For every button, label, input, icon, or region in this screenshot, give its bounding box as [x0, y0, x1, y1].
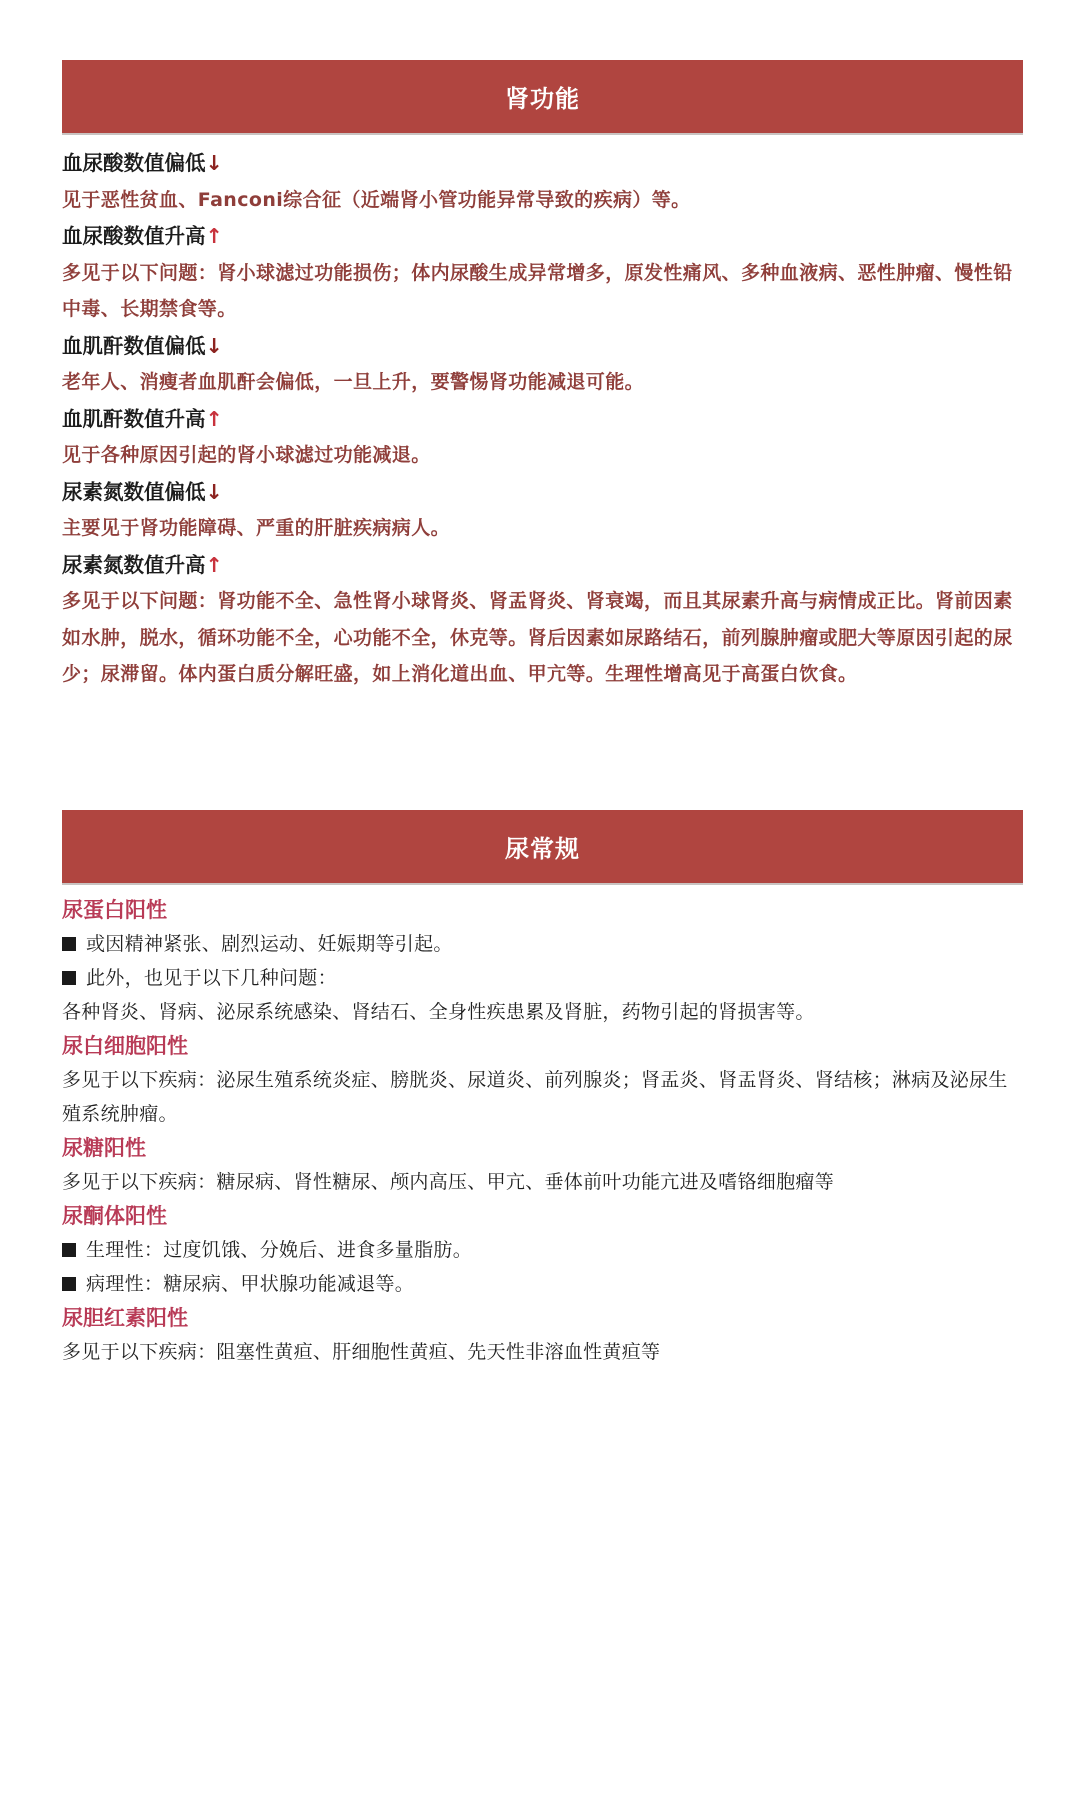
bun-high-text: 多见于以下问题：肾功能不全、急性肾小球肾炎、肾盂肾炎、肾衰竭，而且其尿素升高与病情成正比。肾前因素如水肿，脱水，循环功能不全，心功能不全，休克等。肾后因素如尿路结石，前列腺肿瘤或肥大等原因引起的尿少；尿滞留。体内蛋白质分解旺盛，如上消化道出血、甲亢等。生理性增高见于高蛋白饮食。 — [62, 590, 1013, 685]
wbc-heading: 尿白细胞阳性 — [62, 1034, 188, 1058]
uric-acid-high-heading: 血尿酸数值升高↑ — [62, 224, 223, 248]
creatinine-high-heading: 血肌酐数值升高↑ — [62, 406, 223, 431]
glucose-text: 多见于以下疾病：糖尿病、肾性糖尿、颅内高压、甲亢、垂体前叶功能亢进及嗜铬细胞瘤等 — [62, 1171, 835, 1193]
protein-heading: 尿蛋白阳性 — [62, 898, 167, 922]
kidney-section — [62, 60, 1023, 693]
arrow-up-icon: ↑ — [205, 406, 223, 431]
creatinine-high-text: 见于各种原因引起的肾小球滤过功能减退。 — [62, 444, 431, 466]
urine-body — [62, 885, 1023, 1369]
uric-acid-high-text: 多见于以下问题：肾小球滤过功能损伤；体内尿酸生成异常增多，原发性痛风、多种血液病、恶性肿瘤、慢性铅中毒、长期禁食等。 — [62, 261, 1013, 320]
square-bullet-icon — [62, 971, 76, 985]
urine-section — [62, 810, 1023, 1369]
bilirubin-heading: 尿胆红素阳性 — [62, 1306, 188, 1330]
urine-title-banner — [62, 810, 1023, 885]
square-bullet-icon — [62, 1243, 76, 1257]
urine-title: 尿常规 — [505, 835, 580, 863]
bilirubin-text: 多见于以下疾病：阻塞性黄疸、肝细胞性黄疸、先天性非溶血性黄疸等 — [62, 1341, 661, 1363]
kidney-title: 肾功能 — [505, 85, 580, 113]
uric-acid-low-text: 见于恶性贫血、Fanconi综合征（近端肾小管功能异常导致的疾病）等。 — [62, 188, 691, 211]
uric-acid-low-heading: 血尿酸数值偏低↓ — [62, 151, 223, 175]
arrow-down-icon: ↓ — [205, 151, 223, 175]
wbc-text: 多见于以下疾病：泌尿生殖系统炎症、膀胱炎、尿道炎、前列腺炎；肾盂炎、肾盂肾炎、肾结核；淋病及泌尿生殖系统肿瘤。 — [62, 1069, 1008, 1125]
bun-low-text: 主要见于肾功能障碍、严重的肝脏疾病病人。 — [62, 517, 451, 539]
square-bullet-icon — [62, 1277, 76, 1291]
creatinine-low-text: 老年人、消瘦者血肌酐会偏低，一旦上升，要警惕肾功能减退可能。 — [62, 371, 645, 393]
bun-low-heading: 尿素氮数值偏低↓ — [62, 479, 223, 504]
arrow-up-icon: ↑ — [205, 224, 223, 248]
kidney-title-banner — [62, 60, 1023, 135]
arrow-down-icon: ↓ — [205, 479, 223, 504]
ketone-heading: 尿酮体阳性 — [62, 1204, 167, 1228]
bun-high-heading: 尿素氮数值升高↑ — [62, 552, 223, 577]
glucose-heading: 尿糖阳性 — [62, 1136, 146, 1160]
protein-bullet-2: 此外，也见于以下几种问题： — [62, 961, 1023, 995]
ketone-bullet-1: 生理性：过度饥饿、分娩后、进食多量脂肪。 — [62, 1233, 1023, 1267]
protein-text: 各种肾炎、肾病、泌尿系统感染、肾结石、全身性疾患累及肾脏，药物引起的肾损害等。 — [62, 1001, 815, 1023]
arrow-down-icon: ↓ — [205, 333, 223, 358]
kidney-body — [62, 135, 1023, 693]
arrow-up-icon: ↑ — [205, 552, 223, 577]
protein-bullet-1: 或因精神紧张、剧烈运动、妊娠期等引起。 — [62, 927, 1023, 961]
ketone-bullet-2: 病理性：糖尿病、甲状腺功能减退等。 — [62, 1267, 1023, 1301]
square-bullet-icon — [62, 937, 76, 951]
creatinine-low-heading: 血肌酐数值偏低↓ — [62, 333, 223, 358]
